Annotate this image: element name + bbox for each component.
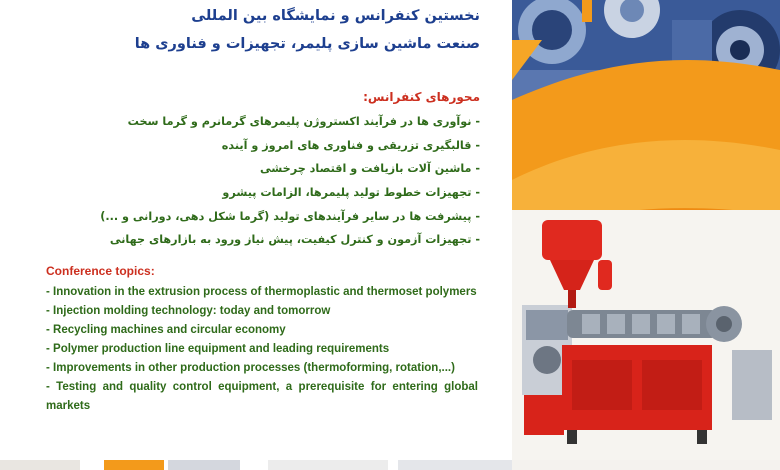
english-topic-item: - Recycling machines and circular economy [46,324,286,336]
english-topics-list [46,283,478,416]
english-topic-item: - Polymer production line equipment and leading requirements [46,343,390,355]
persian-topic-item: - تجهیزات خطوط تولید پلیمرها، الزامات پیشرو [222,186,480,200]
title-line-1: نخستین کنفرانس و نمایشگاه بین المللی [191,8,480,24]
english-topic-item: - Injection molding technology: today and tomorrow [46,305,331,317]
persian-topics-list [40,110,480,252]
bottom-photo-strip [0,458,512,470]
persian-topic-item: - نوآوری ها در فرآیند اکستروژن پلیمرهای گرمانرم و گرما سخت [127,115,480,128]
extruder-machine-illustration [512,210,780,460]
cut-off-top-text [30,0,480,2]
persian-topics-heading: محورهای کنفرانس: [363,90,480,104]
persian-topic-item: - تجهیزات آزمون و کنترل کیفیت، پیش نیاز ورود به بازارهای جهانی [109,233,480,247]
persian-topic-item: - پیشرفت ها در سایر فرآیندهای تولید (گرما شکل دهی، دورانی و ...) [100,209,480,223]
english-topic-item: - Improvements in other production processes (thermoforming, rotation,...) [46,362,455,374]
extruder-machine-photo [512,210,780,460]
image-panel [512,0,780,470]
english-topic-item: - Testing and quality control equipment, a prerequisite for entering global markets [46,381,478,412]
english-topic-item: - Innovation in the extrusion process of thermoplastic and thermoset polymers [46,286,477,298]
english-topics-heading: Conference topics: [46,264,155,278]
title-line-2: صنعت ماشین سازی پلیمر، تجهیزات و فناوری ها [134,36,480,52]
persian-topic-item: - ماشین آلات بازیافت و اقتصاد چرخشی [259,162,480,176]
persian-topic-item: - قالبگیری تزریقی و فناوری های امروز و آینده [221,138,480,152]
